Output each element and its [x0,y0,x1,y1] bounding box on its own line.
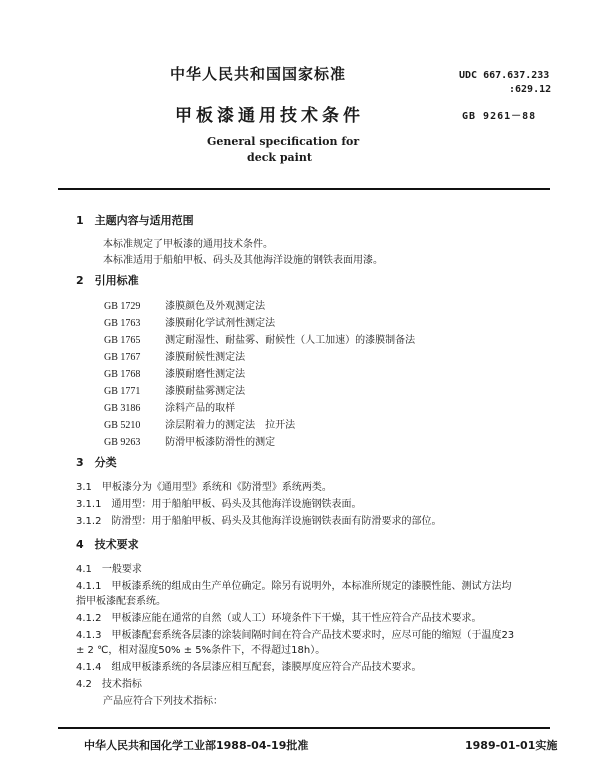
clause-4-2-paragraph: 产品应符合下列技术指标： [103,696,223,707]
clause-4-1-3-continued: ± 2 ℃，相对湿度50% ± 5%条件下，不得超过18h）。 [76,645,326,656]
reference-code: GB 1765 [104,335,141,346]
reference-title: 漆膜耐盐雾测定法 [165,386,246,397]
standard-code: GB 9261－88 [462,111,537,122]
clause-4-1-1: 4.1.1 甲板漆系统的组成由生产单位确定。除另有说明外，本标准所规定的漆膜性能、测试方法均 [76,581,512,592]
approval-line: 中华人民共和国化学工业部1988-04-19批准 [84,739,309,752]
clause-4-1-1-continued: 指甲板漆配套系统。 [76,596,166,607]
reference-code: GB 3186 [104,403,141,414]
clause-3-1: 3.1 甲板漆分为《通用型》系统和《防滑型》系统两类。 [76,482,332,493]
section3-heading: 3 分类 [76,456,117,469]
reference-code: GB 1767 [104,352,141,363]
reference-title: 漆膜耐化学试剂性测定法 [165,318,276,329]
english-title-line1: General specification for [207,135,360,148]
reference-title: 测定耐湿性、耐盐雾、耐候性（人工加速）的漆膜制备法 [165,335,416,346]
english-title-line2: deck paint [247,151,312,164]
section1-paragraph: 本标准适用于船舶甲板、码头及其他海洋设施的钢铁表面用漆。 [103,255,383,266]
header-divider [58,188,550,190]
reference-code: GB 9263 [104,437,141,448]
section1-paragraph: 本标准规定了甲板漆的通用技术条件。 [103,239,273,250]
udc-code: UDC 667.637.233 [459,70,550,81]
reference-code: GB 1763 [104,318,141,329]
issuer-title: 中华人民共和国国家标准 [170,65,347,83]
reference-title: 涂层附着力的测定法 拉开法 [165,420,296,431]
reference-code: GB 1768 [104,369,141,380]
reference-title: 涂料产品的取样 [165,403,236,414]
reference-item [104,430,275,449]
reference-title: 漆膜耐候性测定法 [165,352,246,363]
section1-heading: 1 主题内容与适用范围 [76,214,194,227]
reference-code: GB 1729 [104,301,141,312]
section2-heading: 2 引用标准 [76,274,139,287]
reference-title: 漆膜耐磨性测定法 [165,369,246,380]
clause-4-1: 4.1 一般要求 [76,564,142,575]
reference-title: 防滑甲板漆防滑性的测定 [165,437,276,448]
reference-title: 漆膜颜色及外观测定法 [165,301,266,312]
reference-code: GB 5210 [104,420,141,431]
footer-divider [58,727,550,729]
udc-code-continued: :629.12 [509,84,552,95]
reference-code: GB 1771 [104,386,141,397]
clause-4-1-4: 4.1.4 组成甲板漆系统的各层漆应相互配套，漆膜厚度应符合产品技术要求。 [76,662,422,673]
clause-3-1-2: 3.1.2 防滑型：用于船舶甲板、码头及其他海洋设施钢铁表面有防滑要求的部位。 [76,516,442,527]
clause-4-1-2: 4.1.2 甲板漆应能在通常的自然（或人工）环境条件下干燥，其干性应符合产品技术要求。 [76,613,482,624]
effective-date: 1989-01-01实施 [465,739,558,752]
clause-4-1-3: 4.1.3 甲板漆配套系统各层漆的涂装间隔时间在符合产品技术要求时，应尽可能的缩短（于温度23 [76,630,515,641]
clause-4-2: 4.2 技术指标 [76,679,142,690]
standard-title: 甲板漆通用技术条件 [175,106,364,126]
section4-heading: 4 技术要求 [76,538,139,551]
clause-3-1-1: 3.1.1 通用型：用于船舶甲板、码头及其他海洋设施钢铁表面。 [76,499,362,510]
